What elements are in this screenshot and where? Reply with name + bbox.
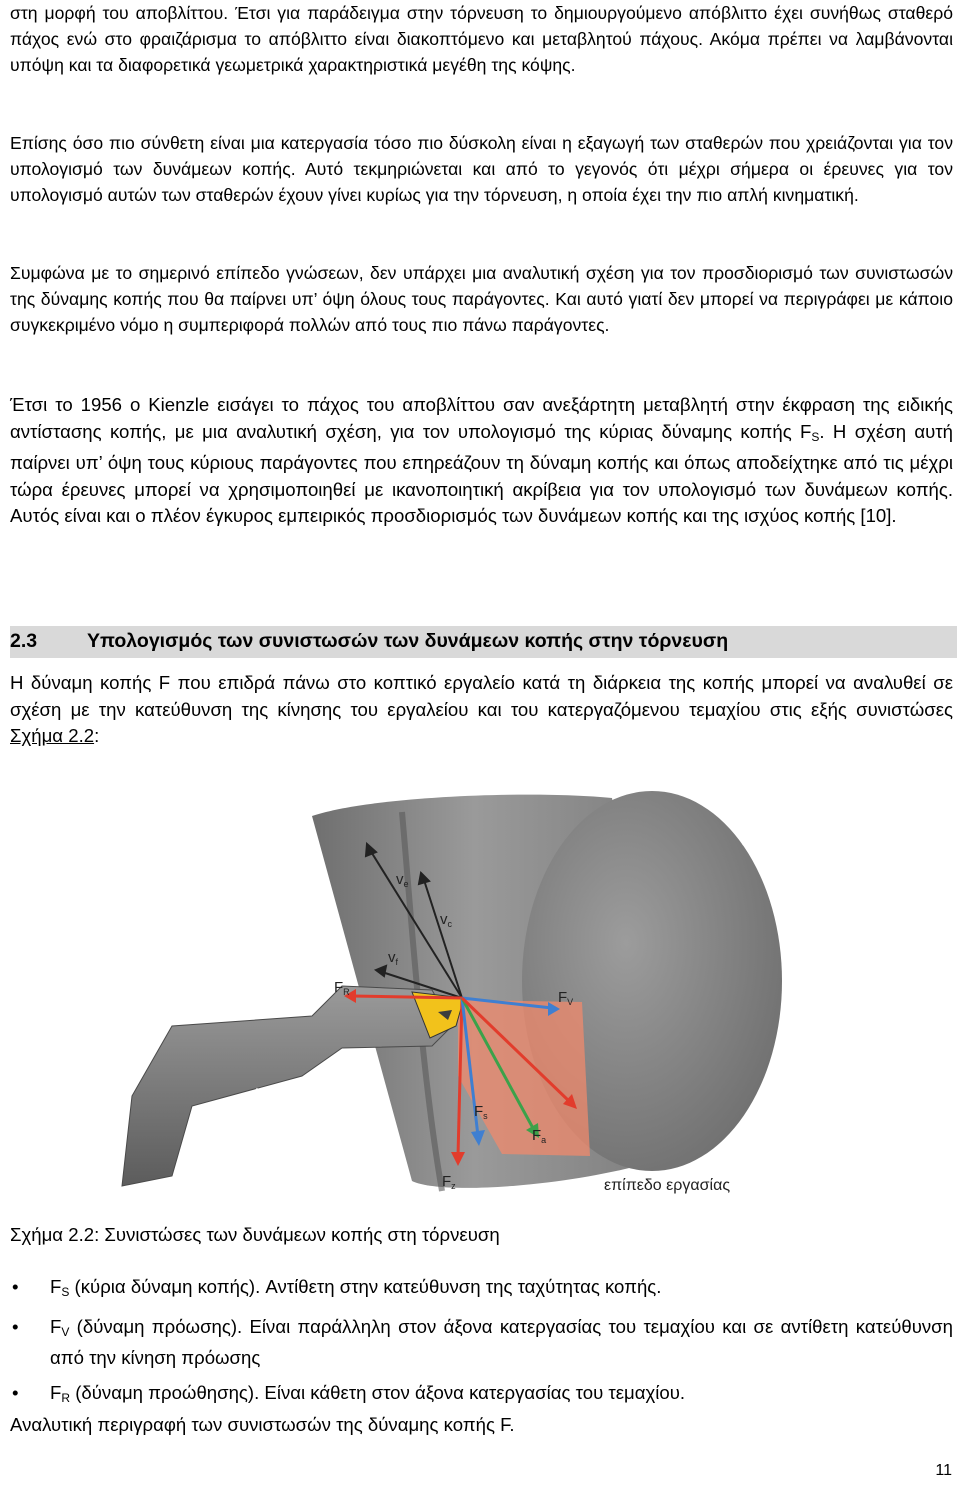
- list-item: • $F_V$ (δύναμη πρόωσης). Είναι παράλληλη στον άξονα κατεργασίας του τεμαχίου και σε αντίθετη κατεύθυνση από την κίνηση πρόωσης: [12, 1315, 953, 1368]
- paragraph-chip-shape: στη μορφή του αποβλίττου. Έτσι για παράδειγμα στην τόρνευση το δημιουργούμενο απόβλιττο έχει συνήθως σταθερό πάχος ενώ στο φραιζάρισμα το απόβλιττο είναι διακοπτόμενο και μεταβλητού πάχους. Ακόμα πρέπει να λαμβάνονται υπόψη και τα διαφορετικά γεωμετρικά χαρακτηριστικά μεγέθη της κόψης.: [10, 3, 953, 75]
- section-number: 2.3: [10, 630, 38, 652]
- label-workpiece: τεμάχιο: [736, 819, 796, 850]
- intro-text: Η δύναμη κοπής F που επιδρά πάνω στο κοπτικό εργαλείο κατά τη διάρκεια της κοπής μπορεί να αναλυθεί σε σχέση με την κατεύθυνση της κίνησης του εργαλείου και του κατεργαζόμενου τεμαχίου στις εξής συνιστώσες: [10, 672, 953, 720]
- bullet-icon: •: [12, 1315, 19, 1337]
- label-tool-line1: κοπτικό: [203, 1085, 265, 1116]
- kienzle-text-2: . Η σχέση αυτή παίρνει υπ’ όψη τους κύριους παράγοντες που επηρεάζουν τη δύναμη κοπής και όπως αποδείχτηκε από τις μέχρι τώρα έρευνες μπορεί να χρησιμοποιηθεί με ικανοποιητική ακρίβεια για τον υπολογισμό των δυνάμεων κοπής. Αυτός είναι και ο πλέον έγκυρος εμπειρικός προσδιορισμός των δυνάμεων κοπής και της ισχύος κοπής [10].: [10, 420, 953, 526]
- figure-caption: Σχήμα 2.2: Συνιστώσες των δυνάμεων κοπής στη τόρνευση: [10, 1224, 500, 1245]
- force-components-list: [10, 1274, 953, 1419]
- list-item: • $F_S$ (κύρια δύναμη κοπής). Αντίθετη στην κατεύθυνση της ταχύτητας κοπής.: [12, 1276, 662, 1299]
- label-tool-line2: εργαλείο: [206, 1107, 275, 1140]
- turning-illustration: [112, 776, 814, 1214]
- bullet-icon: •: [12, 1276, 19, 1297]
- paragraph-complexity: Επίσης όσο πιο σύνθετη είναι μια κατεργασία τόσο πιο δύσκολη είναι η εξαγωγή των σταθερών που χρειάζονται για τον υπολογισμό των δυνάμεων κοπής. Αυτό τεκμηριώνεται και από το γεγονός ότι μέχρι σήμερα οι έρευνες για τον υπολογισμό αυτών των σταθερών έχουν γίνει κυρίως για την τόρνευση, η οποία έχει την πιο απλή κινηματική.: [10, 133, 953, 205]
- paragraph-intro: [10, 670, 953, 750]
- force-description: Αναλυτική περιγραφή των συνιστωσών της δύναμης κοπής F.: [10, 1414, 515, 1435]
- bullet-icon: •: [12, 1381, 19, 1403]
- label-vc: $v_c$: [440, 911, 452, 929]
- label-FV: $F_V$: [558, 989, 574, 1007]
- figure-reference-link[interactable]: Σχήμα 2.2: [10, 725, 95, 746]
- kienzle-subscript: S: [811, 429, 820, 444]
- label-Fa: $F_a$: [532, 1127, 547, 1145]
- label-vf: $v_f$: [388, 949, 399, 967]
- label-Fs: $F_s$: [474, 1103, 488, 1121]
- section-heading: [10, 626, 957, 658]
- label-ve: $v_e$: [396, 871, 409, 889]
- paragraph-knowledge-level: Συμφώνα με το σημερινό επίπεδο γνώσεων, δεν υπάρχει μια αναλυτική σχέση για τον προσδιορισμό των συνιστωσών της δύναμης κοπής που θα παίρνει υπ’ όψη όλους τους παράγοντες. Και αυτό γιατί δεν μπορεί να περιγράφει με κάποιο συγκεκριμένο νόμο η συμπεριφορά πολλών από τους πιο πάνω παράγοντες.: [10, 263, 953, 335]
- section-title: Υπολογισμός των συνιστωσών των δυνάμεων κοπής στην τόρνευση: [87, 630, 729, 652]
- intro-colon: :: [94, 725, 100, 746]
- kienzle-text-1: Έτσι το 1956 ο Kienzle εισάγει το πάχος του αποβλίττου σαν ανεξάρτητη μεταβλητή στην έκφραση της ειδικής αντίστασης κοπής, με μια αναλυτική σχέση, για τον υπολογισμό της κύριας δύναμης κοπής F: [10, 394, 953, 442]
- label-working-plane: επίπεδο εργασίας: [604, 1177, 731, 1194]
- label-Fz: $F_z$: [442, 1173, 456, 1191]
- label-FR: $F_R$: [334, 979, 350, 997]
- paragraph-kienzle: [10, 392, 953, 530]
- page-number: 11: [935, 1462, 952, 1479]
- list-item: • $F_R$ (δύναμη προώθησης). Είναι κάθετη στον άξονα κατεργασίας του τεμαχίου.: [12, 1381, 686, 1405]
- cutting-forces-figure: [112, 776, 814, 1214]
